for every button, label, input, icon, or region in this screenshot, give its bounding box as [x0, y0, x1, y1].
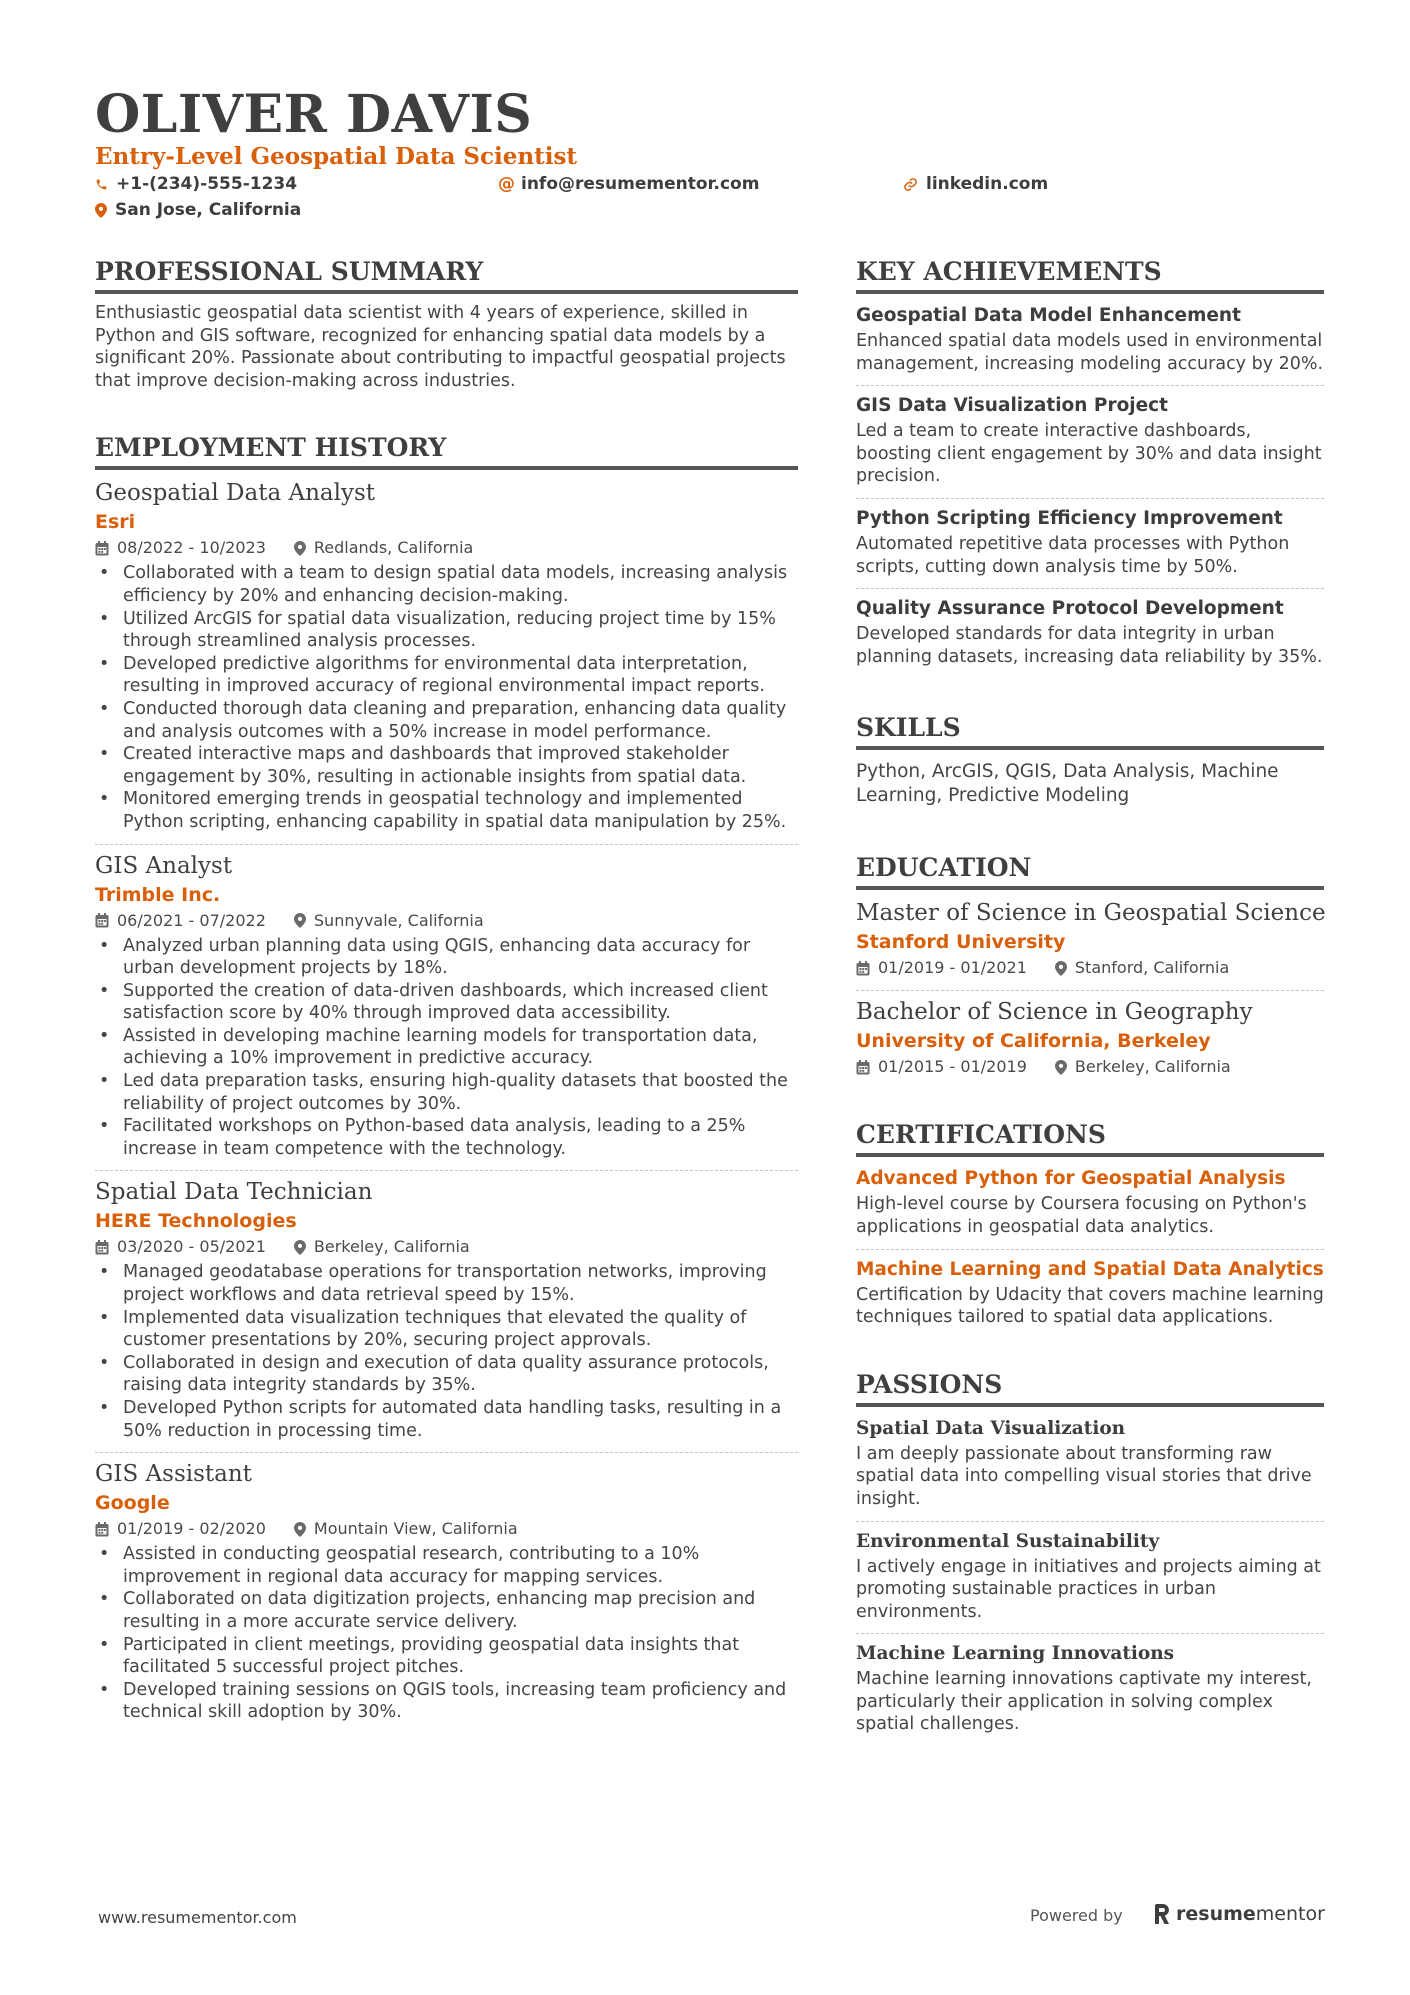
bullet-item: • Created interactive maps and dashboards that improved stakeholder engagement by 30%, resulting in actionable insights from spatial data.	[95, 743, 798, 788]
bullet-item: • Collaborated with a team to design spatial data models, increasing analysis efficiency by 20% and enhancing decision-making.	[95, 562, 798, 607]
location-text: San Jose, California	[115, 200, 302, 220]
certifications-section	[856, 1119, 1324, 1328]
location-pin-icon	[294, 1522, 306, 1537]
job-meta	[95, 909, 798, 933]
resumementor-logo-icon	[1155, 1904, 1171, 1924]
education-dates: 01/2019 - 01/2021	[878, 958, 1027, 978]
summary-text: Enthusiastic geospatial data scientist with 4 years of experience, skilled in Python and GIS software, recognized for enhancing spatial data models by a significant 20%. Passionate about contributing to impactful geospatial projects that improve decision-making across industries.	[95, 303, 786, 391]
brand-bold: resume	[1176, 1903, 1256, 1925]
job-company: HERE Technologies	[95, 1210, 297, 1233]
contact-phone	[95, 172, 297, 196]
achievement-title: Quality Assurance Protocol Development	[856, 598, 1284, 620]
location-pin-icon	[294, 1240, 306, 1255]
bullet-item: • Developed training sessions on QGIS tools, increasing team proficiency and technical skill adoption by 30%.	[95, 1679, 798, 1724]
calendar-icon	[95, 1240, 109, 1255]
skills-text: Python, ArcGIS, QGIS, Data Analysis, Machine Learning, Predictive Modeling	[856, 761, 1279, 807]
divider	[856, 498, 1324, 499]
certifications-heading: CERTIFICATIONS	[856, 1119, 1324, 1157]
bullet-item: • Utilized ArcGIS for spatial data visualization, reducing project time by 15% through streamlined analysis processes.	[95, 608, 798, 653]
powered-by-label: Powered by	[1030, 1906, 1123, 1925]
skills-section	[856, 712, 1324, 808]
bullet-item: • Monitored emerging trends in geospatial technology and implemented Python scripting, enhancing capability in spatial data manipulation by 25%.	[95, 788, 798, 833]
job-title: Geospatial Data Analyst	[95, 480, 375, 507]
passion-title: Environmental Sustainability	[856, 1530, 1160, 1552]
divider	[95, 1452, 798, 1453]
achievement-title: Geospatial Data Model Enhancement	[856, 305, 1241, 326]
linkedin-text: linkedin.com	[926, 174, 1049, 194]
job-dates: 08/2022 - 10/2023	[117, 538, 266, 558]
contact-location	[95, 198, 301, 222]
divider	[856, 1633, 1324, 1634]
achievements-heading: KEY ACHIEVEMENTS	[856, 256, 1324, 294]
achievement-title: GIS Data Visualization Project	[856, 395, 1168, 417]
job-meta	[95, 536, 798, 560]
divider	[856, 1521, 1324, 1522]
divider	[95, 1170, 798, 1171]
bullet-item: • Assisted in developing machine learning models for transportation data, achieving a 10% improvement in predictive accuracy.	[95, 1025, 798, 1070]
passion-title: Spatial Data Visualization	[856, 1417, 1126, 1439]
right-column	[856, 256, 1324, 1736]
bullet-item: • Participated in client meetings, providing geospatial data insights that facilitated 5 successful project pitches.	[95, 1634, 798, 1679]
location-pin-icon	[1055, 1060, 1067, 1075]
passion-title: Machine Learning Innovations	[856, 1643, 1175, 1665]
candidate-name: OLIVER DAVIS	[95, 84, 533, 145]
achievement-title: Python Scripting Efficiency Improvement	[856, 507, 1283, 529]
achievement-text: Enhanced spatial data models used in environmental management, increasing modeling accuracy by 20%.	[856, 331, 1324, 374]
calendar-icon	[95, 1522, 109, 1537]
calendar-icon	[856, 961, 870, 976]
job-location: Berkeley, California	[313, 1237, 470, 1257]
job-location: Mountain View, California	[313, 1519, 518, 1539]
job-company: Trimble Inc.	[95, 883, 221, 906]
bullet-item: • Collaborated on data digitization projects, enhancing map precision and resulting in a more accurate service delivery.	[95, 1588, 798, 1633]
job-dates: 06/2021 - 07/2022	[117, 910, 266, 930]
job-bullets	[95, 1261, 798, 1442]
job-location: Sunnyvale, California	[313, 910, 484, 930]
bullet-item: • Managed geodatabase operations for transportation networks, improving project workflows and data retrieval speed by 15%.	[95, 1261, 798, 1306]
job-dates: 03/2020 - 05/2021	[117, 1237, 266, 1257]
job-company: Esri	[95, 511, 136, 534]
education-heading: EDUCATION	[856, 852, 1324, 890]
contact-email[interactable]	[498, 172, 759, 196]
education-entry	[856, 997, 1324, 1079]
location-pin-icon	[95, 203, 107, 218]
bullet-item: • Implemented data visualization techniques that elevated the quality of customer presentations by 20%, securing project approvals.	[95, 1307, 798, 1352]
job-title: GIS Assistant	[95, 1461, 252, 1488]
at-icon: @	[498, 174, 515, 194]
calendar-icon	[95, 913, 109, 928]
bullet-item: • Supported the creation of data-driven dashboards, which increased client satisfaction score by 40% through improved data accessibility.	[95, 980, 798, 1025]
location-pin-icon	[294, 541, 306, 556]
degree-title: Bachelor of Science in Geography	[856, 999, 1253, 1026]
education-section	[856, 852, 1324, 1079]
job-bullets	[95, 562, 798, 833]
location-pin-icon	[294, 913, 306, 928]
email-text: info@resumementor.com	[521, 174, 760, 194]
passion-text: Machine learning innovations captivate my interest, particularly their application in solving complex spatial challenges.	[856, 1669, 1312, 1735]
education-location: Berkeley, California	[1074, 1057, 1231, 1077]
job-entry	[95, 1177, 798, 1442]
job-location: Redlands, California	[313, 538, 474, 558]
summary-heading: PROFESSIONAL SUMMARY	[95, 256, 798, 294]
education-entry	[856, 898, 1324, 980]
bullet-item: • Facilitated workshops on Python-based data analysis, leading to a 25% increase in team competence with the technology.	[95, 1115, 798, 1160]
education-meta	[856, 1055, 1324, 1079]
passions-section	[856, 1369, 1324, 1736]
brand-logo[interactable]	[1155, 1903, 1325, 1925]
passion-text: I am deeply passionate about transforming raw spatial data into compelling visual stories that drive insight.	[856, 1443, 1312, 1509]
job-bullets	[95, 935, 798, 1161]
brand-rest: mentor	[1255, 1903, 1325, 1925]
certification-title: Advanced Python for Geospatial Analysis	[856, 1168, 1286, 1190]
education-meta	[856, 956, 1324, 980]
passion-text: I actively engage in initiatives and projects aiming at promoting sustainable practices in urban environments.	[856, 1556, 1321, 1622]
link-icon	[903, 177, 918, 192]
school-name: Stanford University	[856, 931, 1066, 954]
phone-icon	[95, 178, 108, 191]
bullet-item: • Analyzed urban planning data using QGIS, enhancing data accuracy for urban development projects by 18%.	[95, 935, 798, 980]
divider	[95, 844, 798, 845]
calendar-icon	[856, 1060, 870, 1075]
achievements-section	[856, 256, 1324, 668]
calendar-icon	[95, 541, 109, 556]
job-title: GIS Analyst	[95, 852, 233, 879]
candidate-headline: Entry-Level Geospatial Data Scientist	[95, 143, 578, 170]
job-meta	[95, 1235, 798, 1259]
certification-title: Machine Learning and Spatial Data Analytics	[856, 1258, 1324, 1280]
job-entry	[95, 478, 798, 833]
skills-heading: SKILLS	[856, 712, 1324, 750]
job-bullets	[95, 1543, 798, 1724]
phone-text: +1-(234)-555-1234	[116, 174, 298, 194]
job-company: Google	[95, 1492, 170, 1515]
divider	[856, 385, 1324, 386]
bullet-item: • Led data preparation tasks, ensuring high-quality datasets that boosted the reliability of project outcomes by 30%.	[95, 1070, 798, 1115]
certification-text: Certification by Udacity that covers machine learning techniques tailored to spatial data applications.	[856, 1284, 1324, 1328]
achievement-text: Automated repetitive data processes with Python scripts, cutting down analysis time by 50%.	[856, 533, 1290, 577]
divider	[856, 990, 1324, 991]
employment-section	[95, 432, 798, 1724]
footer-url[interactable]: www.resumementor.com	[98, 1908, 297, 1927]
divider	[856, 1249, 1324, 1250]
bullet-item: • Collaborated in design and execution of data quality assurance protocols, raising data integrity standards by 35%.	[95, 1352, 798, 1397]
job-title: Spatial Data Technician	[95, 1179, 373, 1206]
certification-text: High-level course by Coursera focusing on Python's applications in geospatial data analytics.	[856, 1194, 1307, 1237]
education-dates: 01/2015 - 01/2019	[878, 1057, 1027, 1077]
bullet-item: • Developed predictive algorithms for environmental data interpretation, resulting in improved accuracy of regional environmental impact reports.	[95, 653, 798, 698]
job-dates: 01/2019 - 02/2020	[117, 1519, 266, 1539]
location-pin-icon	[1055, 961, 1067, 976]
bullet-item: • Conducted thorough data cleaning and preparation, enhancing data quality and analysis outcomes with a 50% increase in model performance.	[95, 698, 798, 743]
degree-title: Master of Science in Geospatial Science	[856, 900, 1326, 927]
left-column	[95, 256, 798, 1724]
bullet-item: • Developed Python scripts for automated data handling tasks, resulting in a 50% reduction in processing time.	[95, 1397, 798, 1442]
achievement-text: Led a team to create interactive dashboards, boosting client engagement by 30% and data insight precision.	[856, 421, 1322, 487]
bullet-item: • Assisted in conducting geospatial research, contributing to a 10% improvement in regional data accuracy for mapping services.	[95, 1543, 798, 1588]
job-meta	[95, 1517, 798, 1541]
contact-linkedin[interactable]	[903, 172, 1048, 196]
job-entry	[95, 1459, 798, 1724]
employment-heading: EMPLOYMENT HISTORY	[95, 432, 798, 470]
passions-heading: PASSIONS	[856, 1369, 1324, 1407]
job-entry	[95, 851, 798, 1161]
summary-section	[95, 256, 798, 392]
achievement-text: Developed standards for data integrity in urban planning datasets, increasing data reliability by 35%.	[856, 624, 1323, 667]
education-location: Stanford, California	[1074, 958, 1230, 978]
school-name: University of California, Berkeley	[856, 1030, 1211, 1053]
divider	[856, 588, 1324, 589]
